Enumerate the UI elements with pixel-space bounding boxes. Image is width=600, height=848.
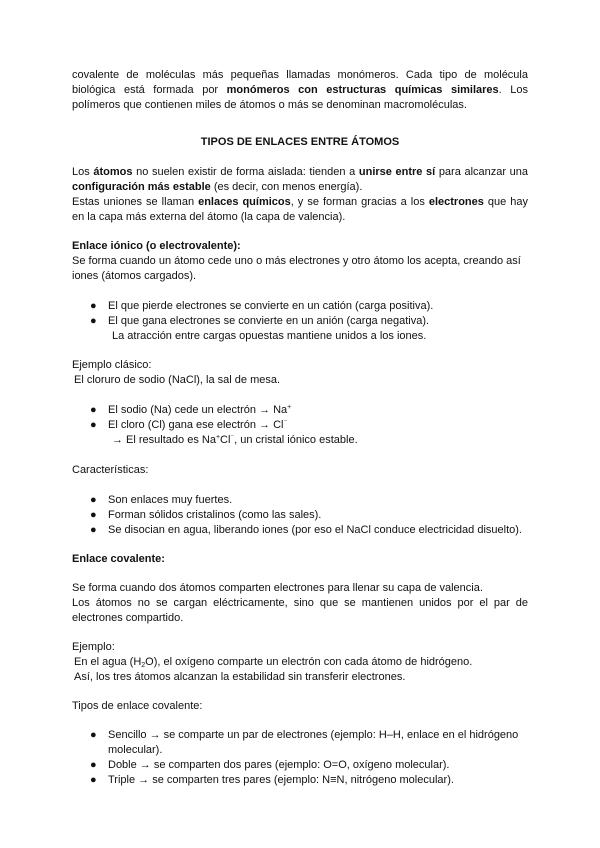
list-item-text: El que pierde electrones se convierte en un catión (carga positiva).: [108, 300, 434, 312]
covalent-types-label: Tipos de enlace covalente:: [72, 700, 203, 712]
section-title-text: TIPOS DE ENLACES ENTRE ÁTOMOS: [200, 136, 400, 148]
list-item-text: Se disocian en agua, liberando iones (por eso el NaCl conduce electricidad disuelto).: [108, 524, 522, 536]
list-item: [72, 773, 528, 788]
p1-b3: configuración más estable: [72, 181, 211, 193]
bullet-icon: ●: [90, 509, 97, 521]
bullet-icon: ●: [90, 315, 97, 327]
list-item: [72, 758, 528, 773]
bullet-icon: ●: [90, 729, 97, 741]
ionic-example-note: [72, 433, 528, 448]
list-item: [72, 493, 528, 508]
characteristics-label: Características:: [72, 464, 149, 476]
p1-b1: átomos: [93, 166, 133, 178]
bonds-paragraph: [72, 195, 528, 225]
p2-b1: enlaces químicos: [198, 196, 291, 208]
bullet-icon: ●: [90, 759, 97, 771]
ionic-example-text: El cloruro de sodio (NaCl), la sal de mesa.: [74, 374, 281, 386]
list-item: [72, 403, 528, 418]
ionic-heading: [72, 239, 528, 254]
p2-b2: electrones: [428, 196, 484, 208]
ex-t2: O), el oxígeno comparte un electrón con cada átomo de hidrógeno.: [145, 656, 473, 668]
charge-superscript: ⁻: [230, 434, 235, 441]
characteristics-bullets: [72, 493, 528, 538]
atoms-paragraph: [72, 165, 528, 195]
ionic-description: Se forma cuando un átomo cede uno o más electrones y otro átomo los acepta, creando así iones (átomos cargados).: [72, 255, 521, 282]
intro-text-2: . Los polímeros que contienen miles de átomos o más se denominan macromoléculas.: [72, 84, 528, 111]
ionic-example-label: Ejemplo clásico:: [72, 359, 152, 371]
list-item-text: El sodio (Na) cede un electrón → Na: [108, 404, 288, 416]
document-page: [72, 68, 528, 788]
list-item-text: Sencillo → se comparte un par de electrones (ejemplo: H–H, enlace en el hidrógeno molecular).: [108, 729, 519, 756]
list-item: [72, 728, 528, 758]
ionic-example-bullets: [72, 403, 528, 433]
covalent-example-line-2: Así, los tres átomos alcanzan la estabilidad sin transferir electrones.: [74, 671, 406, 683]
p1-t1: Los: [72, 166, 94, 178]
bullet-icon: ●: [90, 524, 97, 536]
p1-t4: (es decir, con menos energía).: [210, 181, 363, 193]
ex-t1: En el agua (H: [74, 656, 142, 668]
covalent-example-label: Ejemplo:: [72, 641, 115, 653]
charge-superscript: +: [287, 404, 292, 411]
covalent-description-1: Se forma cuando dos átomos comparten electrones para llenar su capa de valencia.: [72, 582, 483, 594]
list-item-text: El cloro (Cl) gana ese electrón → Cl: [108, 419, 284, 431]
covalent-description-2: Los átomos no se cargan eléctricamente, sino que se mantienen unidos por el par de electrones compartido.: [72, 597, 528, 624]
list-item-text: Son enlaces muy fuertes.: [108, 494, 233, 506]
subscript: 2: [141, 662, 146, 669]
covalent-example-text: [72, 655, 528, 670]
bullet-icon: ●: [90, 494, 97, 506]
ionic-bullets: [72, 299, 528, 329]
p2-t3: que hay en la capa más externa del átomo (la capa de valencia).: [72, 196, 528, 223]
intro-paragraph: [72, 68, 528, 113]
intro-text-1: covalente de moléculas más pequeñas llamadas monómeros. Cada tipo de molécula biológica está formada por: [72, 69, 528, 96]
list-item-text: El que gana electrones se convierte en un anión (carga negativa).: [108, 315, 430, 327]
bullet-icon: ●: [90, 774, 97, 786]
ionic-bullet-note: La atracción entre cargas opuestas mantiene unidos a los iones.: [112, 330, 427, 342]
note-t1: → El resultado es Na: [112, 434, 216, 446]
list-item: [72, 299, 528, 314]
covalent-heading: [72, 552, 528, 567]
p1-b2: unirse entre sí: [358, 166, 436, 178]
section-title: [72, 135, 528, 150]
note-t3: , un cristal iónico estable.: [234, 434, 358, 446]
bullet-icon: ●: [90, 419, 97, 431]
covalent-types-bullets: [72, 728, 528, 788]
p1-t2: no suelen existir de forma aislada: tienden a: [132, 166, 359, 178]
list-item-text: Forman sólidos cristalinos (como las sales).: [108, 509, 322, 521]
bullet-icon: ●: [90, 300, 97, 312]
note-t2: Cl: [220, 434, 231, 446]
intro-bold-1: monómeros con estructuras químicas similares: [226, 84, 499, 96]
p2-t1: Estas uniones se llaman: [72, 196, 199, 208]
list-item: [72, 523, 528, 538]
p2-t2: , y se forman gracias a los: [290, 196, 429, 208]
charge-superscript: ⁻: [283, 419, 288, 426]
charge-superscript: +: [215, 434, 221, 441]
list-item: [72, 508, 528, 523]
p1-t3: para alcanzar una: [435, 166, 528, 178]
list-item-text: Doble → se comparten dos pares (ejemplo: O=O, oxígeno molecular).: [108, 759, 450, 771]
bullet-icon: ●: [90, 404, 97, 416]
list-item-text: Triple → se comparten tres pares (ejemplo: N≡N, nitrógeno molecular).: [108, 774, 454, 786]
list-item: [72, 314, 528, 329]
ionic-heading-text: Enlace iónico (o electrovalente):: [72, 240, 241, 252]
covalent-heading-text: Enlace covalente:: [72, 553, 165, 565]
list-item: [72, 418, 528, 433]
